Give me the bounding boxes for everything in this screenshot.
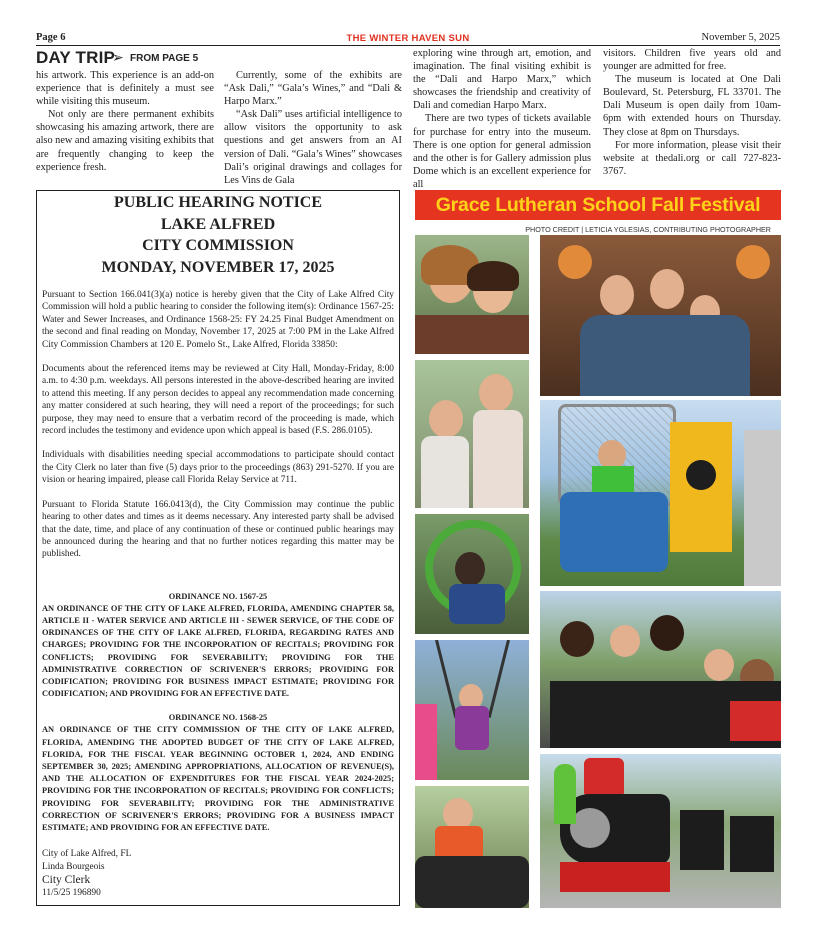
ordinance-number: ORDINANCE NO. 1568-25 [168,713,268,723]
continued-from: FROM PAGE 5 [130,53,199,64]
ordinance-text: AN ORDINANCE OF THE CITY COMMISSION OF THE CITY OF LAKE ALFRED, FLORIDA, AMENDING THE ADOPTED BUDGET OF THE CITY OF LAKE ALFRED, FLORIDA, FOR THE FISCAL YEAR BEGINNING OCTOBER 1, 2024, AND ENDING SEPTEMBER 30, 2025; AMENDING APPROPRIATIONS, ALLOCATION OF REVENUE(S), AND THE ALLOCATION OF EXPENDITURES FOR THE FISCAL YEAR 2024-2025; PROVIDING FOR THE INCORPORATION OF RECITALS; PROVIDING FOR CONFLICTS; PROVIDING FOR SEVERABILITY; PROVIDING FOR THE ADMINISTRATIVE CORRECTION OF SCRIVENER'S ERRORS; PROVIDING FOR A BUSINESS IMPACT ESTIMATE; AND PROVIDING FOR AN EFFECTIVE DATE. [42,725,394,832]
article-paragraph: Not only are there permanent exhibits showcasing his amazing artwork, there are also new and amazing visiting exhibits that are frequently changing to keep the experience fresh. [36,109,214,173]
notice-title-line: PUBLIC HEARING NOTICE [113,194,323,211]
ordinance-number: ORDINANCE NO. 1567-25 [168,591,268,601]
notice-title-line: LAKE ALFRED [160,215,276,233]
article-column-3 [413,47,591,191]
photo-child-on-ride [415,514,529,634]
notice-title [42,192,394,278]
photo-bungee-jump [415,640,529,780]
signature-name: Linda Bourgeois [42,861,105,872]
photo-dunk-tank [540,400,781,586]
notice-paragraph: Pursuant to Section 166.041(3)(a) notice is hereby given that the City of Lake Alfred City Commission will hold a public hearing to consider the following item(s): Ordinance 1567-25: Water and Sewer Increases, and Ordinance 1568-25: FY 24.25 Final Budget Amendment on the second and final reading on Monday, November 17, 2025 at 7:00 PM in the Lake Alfred City Commission Chambers at 120 E. Pomelo St., Lake Alfred, Florida 33850: [42,290,394,350]
article-paragraph: his artwork. This experience is an add-on experience that is definitely a must see while visiting this museum. [36,70,214,108]
section-title: DAY TRIP [36,48,116,67]
article-column-1 [36,69,214,174]
ordinance-text: AN ORDINANCE OF THE CITY OF LAKE ALFRED, FLORIDA, AMENDING CHAPTER 58, ARTICLE II - WATER SERVICE AND ARTICLE III - SEWER SERVICE, OF THE CODE OF ORDINANCES OF THE CITY OF LAKE ALFRED, FLORIDA, REGARDING RATES AND CHARGES; PROVIDING FOR THE INCORPORATION OF RECITALS; PROVIDING FOR CONFLICTS; PROVIDING FOR SEVERABILITY; PROVIDING FOR THE ADMINISTRATIVE CORRECTION OF SCRIVENER'S ERRORS; PROVIDING FOR CODIFICATION; PROVIDING FOR BUSINESS IMPACT ESTIMATE; PROVIDING FOR CODIFICATION; AND PROVIDING FOR AN EFFECTIVE DATE. [42,603,394,699]
photo-kids-with-cups [415,360,529,508]
photo-girls-smiling [415,235,529,354]
notice-reference: 11/5/25 196890 [42,887,101,898]
notice-paragraph: Pursuant to Florida Statute 166.0413(d), the City Commission may continue the public hearing to other dates and times as it deems necessary. Any interested party shall be advised that the date, time, and place of any continuation of these or continued public hearings may be announced during the hearing and that no further notices regarding this matter may be published. [42,499,394,560]
issue-date: November 5, 2025 [701,32,780,43]
signature-city: City of Lake Alfred, FL [42,849,132,860]
notice-title-line: MONDAY, NOVEMBER 17, 2025 [101,258,335,276]
page-number: Page 6 [36,32,66,43]
notice-paragraph: Documents about the referenced items may be reviewed at City Hall, Monday-Friday, 8:00 a.m. to 4:30 p.m. weekdays. All persons interested in the above-described hearing are invited to attend this meeting. If any person decides to appeal any recommendation made concerning any matter considered at such hearing, they will need a report of the proceedings; for such purpose, they may need to ensure that a verbatim record of the proceeding is made, which record includes the testimony and evidence upon which appeal is based (F.S. 286.0105). [42,364,394,437]
article-paragraph: Currently, some of the exhibits are “Ask Dali,” “Gala’s Wines,” and “Dali & Harpo Marx.” [224,70,402,108]
public-notice-box [36,190,400,906]
festival-banner: Grace Lutheran School Fall Festival [415,190,781,220]
photo-family-fall-display [540,235,781,396]
article-paragraph: There are two types of tickets available for purchase for entry into the museum. There is one option for general admission and the other is for Gallery admission plus Dome which is an excellent experience for all [413,113,591,190]
article-paragraph: visitors. Children five years old and younger are admitted for free. [603,48,781,73]
masthead: THE WINTER HAVEN SUN [346,33,470,44]
header-rule [36,45,780,46]
photo-credit: PHOTO CREDIT | LETICIA YGLESIAS, CONTRIBUTING PHOTOGRAPHER [525,225,771,234]
article-paragraph: “Ask Dali” uses artificial intelligence to allow visitors the opportunity to ask questions and get answers from an AI version of Dali. “Gala’s Wines” showcases Dali’s original drawings and collages for Les Vins de Gala [224,109,402,186]
arrow-right-icon: ➢ [112,50,124,66]
notice-title-line: CITY COMMISSION [142,237,294,254]
article-column-4 [603,47,781,178]
photo-kiddie-train [540,754,781,908]
signature-role: City Clerk [42,873,91,886]
article-paragraph: The museum is located at One Dali Boulevard, St. Petersburg, FL 33701. The Dali Museum is open daily from 10am-6pm with extended hours on Thursday. They close at 8pm on Thursdays. [603,74,781,138]
photo-child-in-train-car [415,786,529,908]
article-paragraph: exploring wine through art, emotion, and imagination. The final visiting exhibit is the “Dali and Harpo Marx,” which showcases the friendship and creativity of Dali and comedian Harpo Marx. [413,48,591,112]
article-column-2 [224,45,402,187]
article-paragraph: For more information, please visit their website at thedali.org or call 727-823-3767. [603,139,781,177]
photo-kids-on-train-seats [540,591,781,748]
notice-paragraph: Individuals with disabilities needing special accommodations to participate should contact the City Clerk no later than five (5) days prior to the proceedings (863) 291-5270. If you are vision or hearing impaired, please call Florida Relay Service at 711. [42,450,394,486]
